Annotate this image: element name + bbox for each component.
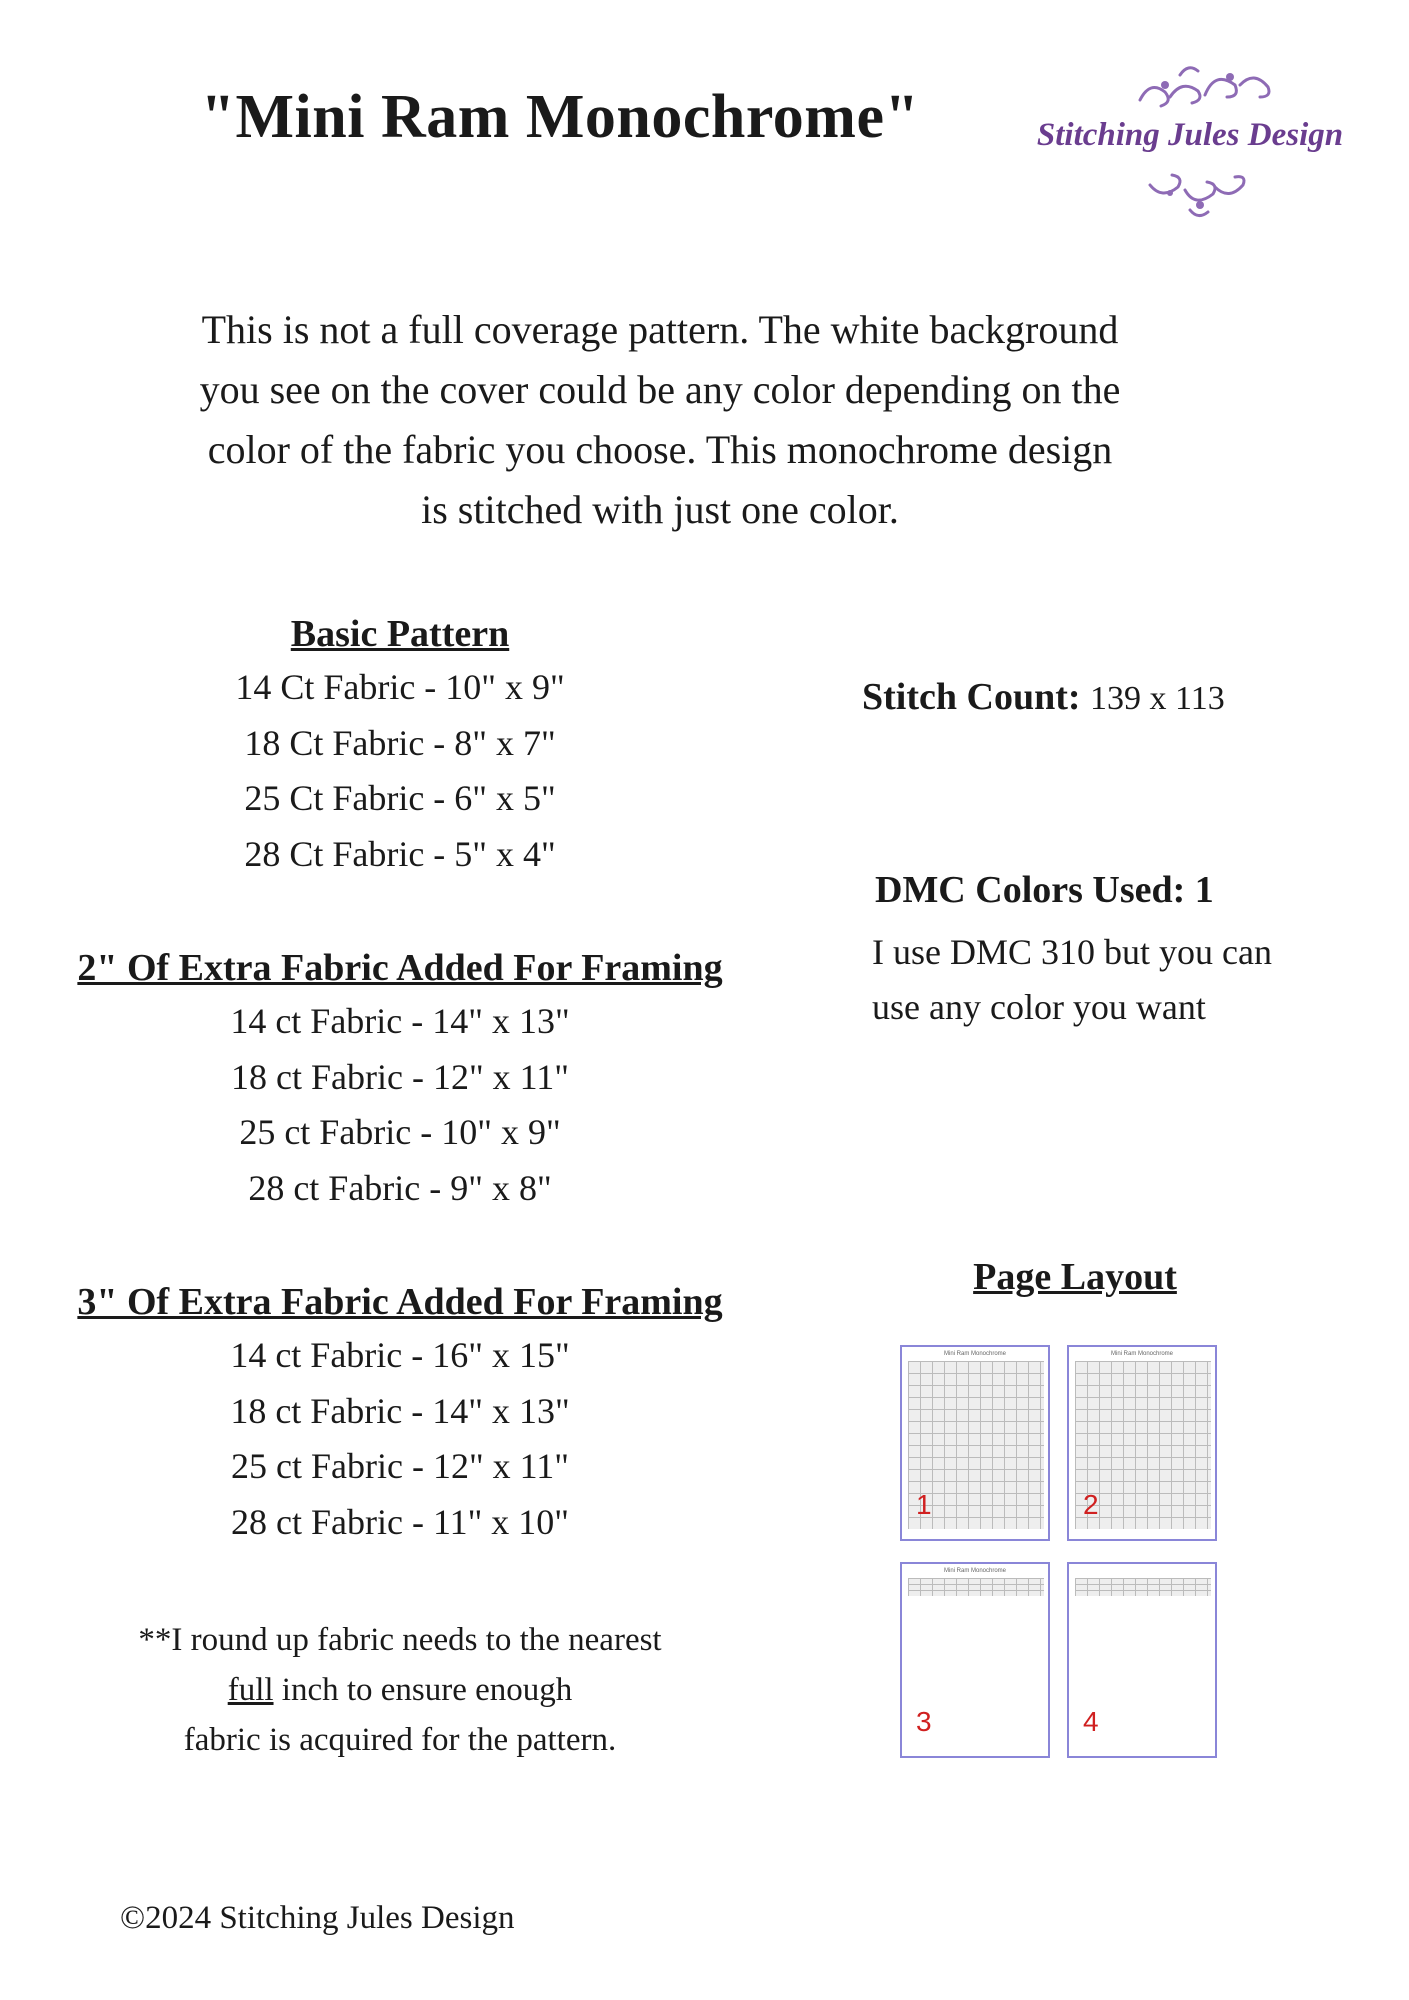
- page-number: 2: [1083, 1489, 1099, 1520]
- stitch-count-value: 139 x 113: [1090, 680, 1225, 717]
- pattern-grid: [908, 1578, 1044, 1596]
- page-thumbnail: [1067, 1345, 1217, 1541]
- page-number: 4: [1083, 1706, 1099, 1737]
- logo-text: Stitching Jules Design: [1036, 117, 1344, 153]
- thumbnail-title: Mini Ram Monochrome: [943, 1568, 1007, 1574]
- fabric-size-line: 25 ct Fabric - 12" x 11": [231, 1446, 569, 1486]
- stitch-count: [862, 675, 1225, 719]
- fabric-size-line: 18 ct Fabric - 14" x 13": [230, 1390, 570, 1431]
- intro-line: This is not a full coverage pattern. The white background: [201, 307, 1119, 352]
- intro-line: you see on the cover could be any color depending on the: [199, 367, 1121, 412]
- note-line: fabric is acquired for the pattern.: [183, 1722, 617, 1758]
- dmc-line: I use DMC 310 but you can: [872, 932, 1272, 972]
- fabric-size-line: 25 ct Fabric - 10" x 9": [239, 1112, 561, 1152]
- thumbnail-title: Mini Ram Monochrome: [1110, 1351, 1174, 1357]
- fabric-size-line: 28 ct Fabric - 9" x 8": [248, 1167, 552, 1208]
- intro-paragraph: [120, 300, 1200, 540]
- page-title: "Mini Ram Monochrome": [200, 83, 920, 151]
- dmc-description: [872, 925, 1272, 1035]
- fabric-size-line: 14 Ct Fabric - 10" x 9": [235, 667, 565, 707]
- page-number: 1: [916, 1489, 932, 1520]
- page-thumbnail: [900, 1562, 1050, 1758]
- copyright-footer: ©2024 Stitching Jules Design: [120, 1900, 515, 1936]
- pattern-grid: [1075, 1578, 1211, 1596]
- stitch-count-label: Stitch Count:: [862, 676, 1081, 718]
- fabric-size-line: 28 ct Fabric - 11" x 10": [231, 1501, 569, 1542]
- fabric-size-line: 18 Ct Fabric - 8" x 7": [244, 722, 556, 763]
- basic-pattern-heading: Basic Pattern: [290, 613, 510, 655]
- fabric-size-line: 28 Ct Fabric - 5" x 4": [244, 833, 556, 874]
- brand-logo: [1030, 55, 1350, 235]
- page-number: 3: [916, 1706, 932, 1737]
- extra-2in-section: [60, 942, 740, 1216]
- note-line-rest: inch to ensure enough: [273, 1672, 573, 1708]
- fabric-size-line: 14 ct Fabric - 16" x 15": [230, 1335, 570, 1375]
- dmc-heading: DMC Colors Used: 1: [875, 869, 1214, 911]
- intro-line: color of the fabric you choose. This monochrome design: [207, 427, 1113, 472]
- page-thumbnail: [1067, 1562, 1217, 1758]
- page-thumbnail: [900, 1345, 1050, 1541]
- note-line: **I round up fabric needs to the nearest: [138, 1622, 662, 1658]
- extra-3in-heading: 3" Of Extra Fabric Added For Framing: [77, 1281, 723, 1323]
- note-line: [60, 1665, 740, 1715]
- fabric-size-line: 14 ct Fabric - 14" x 13": [230, 1001, 570, 1041]
- dmc-line: use any color you want: [872, 987, 1206, 1027]
- intro-line: is stitched with just one color.: [421, 487, 899, 532]
- rounding-note: [60, 1615, 740, 1765]
- extra-2in-heading: 2" Of Extra Fabric Added For Framing: [77, 947, 723, 989]
- basic-pattern-section: [60, 608, 740, 882]
- note-underlined-word: full: [227, 1672, 274, 1708]
- fabric-size-line: 18 ct Fabric - 12" x 11": [231, 1056, 569, 1097]
- extra-3in-section: [60, 1276, 740, 1550]
- fabric-size-line: 25 Ct Fabric - 6" x 5": [244, 778, 556, 818]
- page-layout-heading: Page Layout: [973, 1256, 1177, 1298]
- thumbnail-title: Mini Ram Monochrome: [943, 1351, 1007, 1357]
